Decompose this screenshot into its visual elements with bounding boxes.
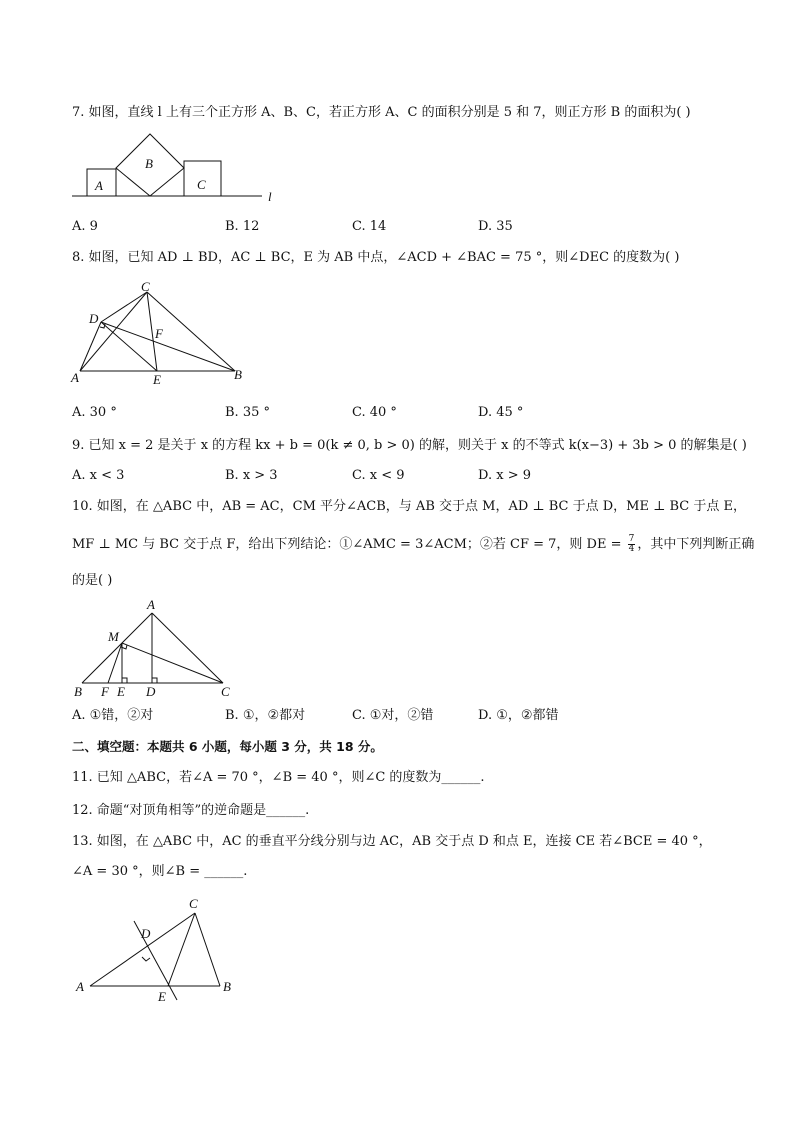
q7-label-l: l	[268, 189, 272, 204]
q9-option-b[interactable]: B. x > 3	[225, 468, 278, 483]
q13-line-1: 13. 如图，在 △ABC 中，AC 的垂直平分线分别与边 AC，AB 交于点 D 和点 E，连接 CE 若∠BCE = 40 °，	[72, 834, 712, 849]
q8-figure	[70, 280, 260, 388]
q13-segment-cb	[195, 913, 220, 986]
q9-option-c[interactable]: C. x < 9	[352, 468, 405, 483]
q8-label-e: E	[153, 372, 161, 387]
q10-option-d[interactable]: D. ①，②都错	[478, 708, 559, 723]
q10-label-m: M	[108, 629, 119, 644]
q13-label-e: E	[158, 989, 166, 1004]
q13-label-a: A	[76, 979, 84, 994]
q8-segment-ad	[80, 322, 101, 371]
q10-label-d: D	[146, 684, 156, 699]
q7-label-b: B	[145, 156, 153, 171]
q10-segment-ab	[82, 613, 152, 683]
q7-option-c[interactable]: C. 14	[352, 219, 387, 234]
q8-label-b: B	[234, 367, 242, 382]
q9-option-d[interactable]: D. x > 9	[478, 468, 531, 483]
q8-label-c: C	[141, 280, 150, 294]
q10-line-2	[72, 535, 754, 554]
q10-segment-ac	[152, 613, 223, 683]
q10-label-b: B	[74, 684, 82, 699]
q10-right-angle-d	[152, 678, 157, 683]
q7-stem: 7. 如图，直线 l 上有三个正方形 A、B、C，若正方形 A、C 的面积分别是 5 和 7，则正方形 B 的面积为( )	[72, 105, 691, 120]
q7-option-d[interactable]: D. 35	[478, 219, 513, 234]
q10-right-angle-e	[122, 678, 127, 683]
q10-label-f: F	[101, 684, 109, 699]
q8-segment-ac	[80, 292, 147, 371]
q7-label-a: A	[95, 178, 103, 193]
q7-label-c: C	[197, 177, 206, 192]
q8-option-d[interactable]: D. 45 °	[478, 405, 524, 420]
q10-fraction-numerator: 7	[628, 534, 635, 544]
q10-line-1: 10. 如图，在 △ABC 中，AB = AC，CM 平分∠ACB，与 AB 交于点 M，AD ⊥ BC 于点 D，ME ⊥ BC 于点 E，	[72, 499, 746, 514]
q8-option-b[interactable]: B. 35 °	[225, 405, 270, 420]
q13-right-angle-d	[142, 957, 150, 961]
q10-segment-mf	[108, 643, 122, 683]
q7-option-a[interactable]: A. 9	[72, 219, 98, 234]
q11-stem: 11. 已知 △ABC，若∠A = 70 °，∠B = 40 °，则∠C 的度数为______.	[72, 770, 485, 785]
q8-option-c[interactable]: C. 40 °	[352, 405, 397, 420]
q10-segment-mc	[122, 643, 223, 683]
q9-stem: 9. 已知 x = 2 是关于 x 的方程 kx + b = 0(k ≠ 0, b > 0) 的解，则关于 x 的不等式 k(x−3) + 3b > 0 的解集是( )	[72, 438, 747, 453]
q8-segment-dc	[101, 292, 147, 322]
q10-option-a[interactable]: A. ①错，②对	[72, 708, 154, 723]
q10-line-2a: MF ⊥ MC 与 BC 交于点 F，给出下列结论：①∠AMC = 3∠ACM；②若 CF = 7，则 DE =	[72, 537, 626, 552]
q13-label-b: B	[223, 979, 231, 994]
q10-label-c: C	[221, 684, 230, 699]
q8-segment-de	[101, 322, 157, 371]
q10-line-2b: ，其中下列判断正确	[637, 537, 755, 552]
q13-figure	[70, 895, 250, 1005]
q8-label-a: A	[71, 370, 79, 385]
q13-segment-ac	[90, 913, 195, 986]
q10-fraction-denominator: 4	[628, 544, 635, 554]
q10-line-3: 的是( )	[72, 573, 113, 588]
q13-segment-ce	[168, 913, 195, 986]
section-2-heading: 二、填空题：本题共 6 小题，每小题 3 分，共 18 分。	[72, 739, 383, 754]
q10-fraction	[628, 535, 636, 554]
q10-option-c[interactable]: C. ①对，②错	[352, 708, 434, 723]
q10-option-b[interactable]: B. ①，②都对	[225, 708, 306, 723]
q8-segment-db	[101, 322, 235, 371]
q7-figure	[70, 128, 290, 210]
q8-label-d: D	[89, 311, 99, 326]
q9-option-a[interactable]: A. x < 3	[72, 468, 125, 483]
q8-option-a[interactable]: A. 30 °	[72, 405, 117, 420]
q10-label-a: A	[147, 597, 155, 612]
q8-label-f: F	[155, 326, 163, 341]
q12-stem: 12. 命题“对顶角相等”的逆命题是______.	[72, 803, 310, 818]
q8-stem: 8. 如图，已知 AD ⊥ BD，AC ⊥ BC，E 为 AB 中点，∠ACD + ∠BAC = 75 °，则∠DEC 的度数为( )	[72, 250, 680, 265]
q13-label-d: D	[141, 926, 151, 941]
q13-label-c: C	[189, 896, 198, 911]
q13-line-2: ∠A = 30 °，则∠B = ______.	[72, 864, 248, 879]
q10-label-e: E	[117, 684, 125, 699]
q7-option-b[interactable]: B. 12	[225, 219, 260, 234]
q10-figure	[70, 596, 250, 700]
